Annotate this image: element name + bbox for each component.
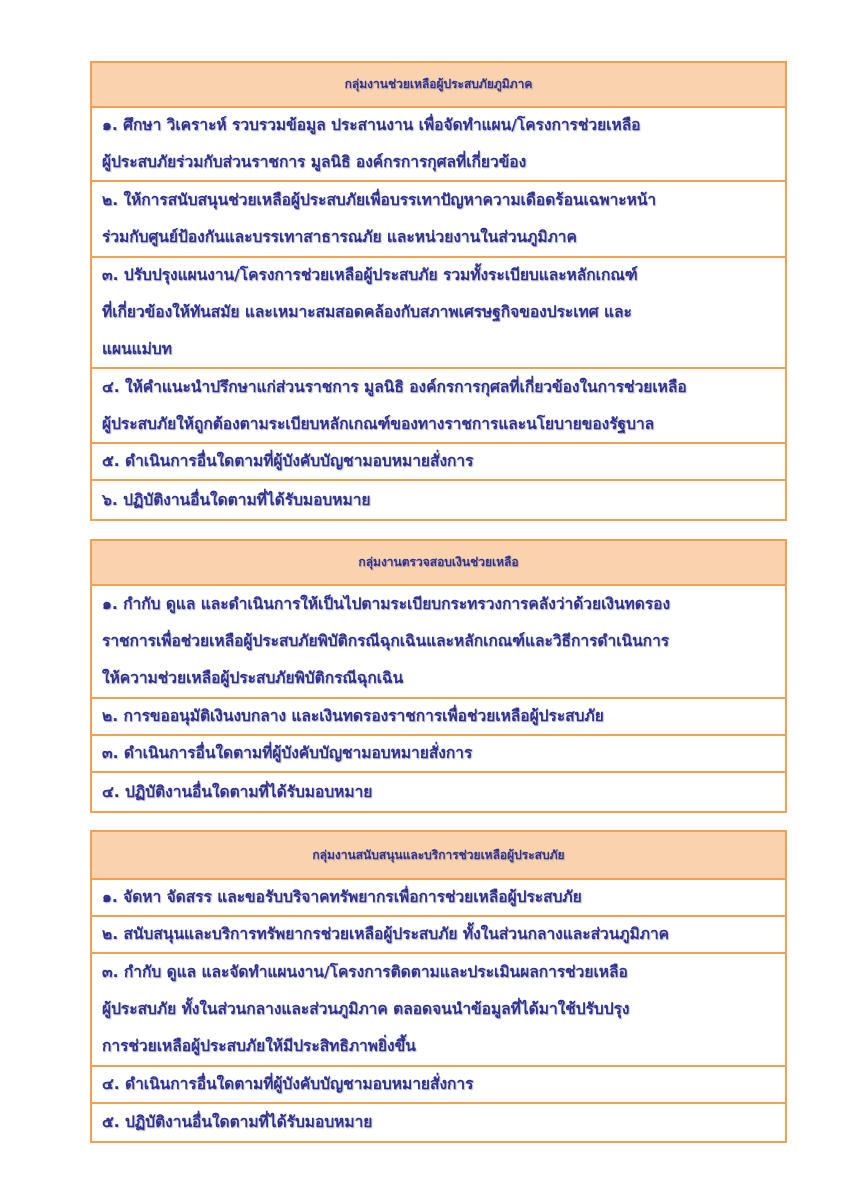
item-line: ราชการเพื่อช่วยเหลือผู้ประสบภัยพิบัติกรณีฉุกเฉินและหลักเกณฑ์และวิธีการดำเนินการ [102, 632, 670, 650]
item-line: ที่เกี่ยวข้องให้ทันสมัย และเหมาะสมสอดคล้องกับสภาพเศรษฐกิจของประเทศ และ [102, 303, 632, 321]
item-line: แผนแม่บท [102, 340, 172, 358]
item-line: ๔. ปฏิบัติงานอื่นใดตามที่ได้รับมอบหมาย [102, 782, 373, 801]
item-line: ๓. กำกับ ดูแล และจัดทำแผนงาน/โครงการติดตามและประเมินผลการช่วยเหลือ [102, 963, 628, 981]
item-line: ๔. ให้คำแนะนำปรึกษาแก่ส่วนราชการ มูลนิธิ องค์กรการกุศลที่เกี่ยวข้องในการช่วยเหลือ [102, 377, 687, 396]
item-line: ๒. การขออนุมัติเงินงบกลาง และเงินทดรองราชการเพื่อช่วยเหลือผู้ประสบภัย [102, 707, 604, 725]
list-item [92, 108, 785, 182]
group-title: กลุ่มงานช่วยเหลือผู้ประสบภัยภูมิภาค [92, 63, 785, 108]
item-line: ผู้ประสบภัย ทั้งในส่วนกลางและส่วนภูมิภาค ตลอดจนนำข้อมูลที่ได้มาใช้ปรับปรุง [102, 1000, 630, 1018]
item-line: ๕. ปฏิบัติงานอื่นใดตามที่ได้รับมอบหมาย [102, 1113, 373, 1131]
item-line: ๓. ดำเนินการอื่นใดตามที่ผู้บังคับบัญชามอบหมายสั่งการ [102, 744, 473, 762]
item-line: ๖. ปฏิบัติงานอื่นใดตามที่ได้รับมอบหมาย [102, 490, 371, 509]
item-line: ๑. จัดหา จัดสรร และขอรับบริจาคทรัพยากรเพื่อการช่วยเหลือผู้ประสบภัย [102, 888, 582, 906]
list-item [92, 1067, 785, 1104]
group-support-services [90, 830, 787, 1143]
item-line: การช่วยเหลือผู้ประสบภัยให้มีประสิทธิภาพยิ่งขึ้น [102, 1037, 416, 1055]
list-item [92, 699, 785, 736]
item-line: ๑. กำกับ ดูแล และดำเนินการให้เป็นไปตามระเบียบกระทรวงการคลังว่าด้วยเงินทดรอง [102, 595, 671, 613]
list-item [92, 1104, 785, 1141]
item-line: ให้ความช่วยเหลือผู้ประสบภัยพิบัติกรณีฉุกเฉิน [102, 669, 404, 687]
item-line: ๒. ให้การสนับสนุนช่วยเหลือผู้ประสบภัยเพื่อบรรเทาปัญหาความเดือดร้อนเฉพาะหน้า [102, 191, 657, 209]
item-line: ผู้ประสบภัยให้ถูกต้องตามระเบียบหลักเกณฑ์ของทางราชการและนโยบายของรัฐบาล [102, 414, 655, 433]
item-line: ๑. ศึกษา วิเคราะห์ รวบรวมข้อมูล ประสานงาน เพื่อจัดทำแผน/โครงการช่วยเหลือ [102, 116, 641, 134]
group-title: กลุ่มงานตรวจสอบเงินช่วยเหลือ [92, 541, 785, 586]
list-item [92, 954, 785, 1067]
item-line: ๔. ดำเนินการอื่นใดตามที่ผู้บังคับบัญชามอบหมายสั่งการ [102, 1075, 474, 1093]
list-item [92, 369, 785, 444]
group-assistance-fund-audit [90, 539, 787, 813]
list-item [92, 880, 785, 917]
list-item [92, 481, 785, 519]
list-item [92, 736, 785, 773]
list-item [92, 586, 785, 699]
group-title: กลุ่มงานสนับสนุนและบริการช่วยเหลือผู้ประสบภัย [92, 832, 785, 880]
list-item [92, 182, 785, 258]
list-item [92, 917, 785, 954]
item-line: ผู้ประสบภัยร่วมกับส่วนราชการ มูลนิธิ องค์กรการกุศลที่เกี่ยวข้อง [102, 153, 527, 171]
item-line: ๒. สนับสนุนและบริการทรัพยากรช่วยเหลือผู้ประสบภัย ทั้งในส่วนกลางและส่วนภูมิภาค [102, 925, 670, 943]
list-item [92, 444, 785, 481]
list-item [92, 258, 785, 369]
item-line: ๕. ดำเนินการอื่นใดตามที่ผู้บังคับบัญชามอบหมายสั่งการ [102, 452, 474, 470]
list-item [92, 773, 785, 811]
item-line: ๓. ปรับปรุงแผนงาน/โครงการช่วยเหลือผู้ประสบภัย รวมทั้งระเบียบและหลักเกณฑ์ [102, 266, 638, 284]
group-regional-assistance [90, 61, 787, 521]
item-line: ร่วมกับศูนย์ป้องกันและบรรเทาสาธารณภัย และหน่วยงานในส่วนภูมิภาค [102, 228, 577, 246]
